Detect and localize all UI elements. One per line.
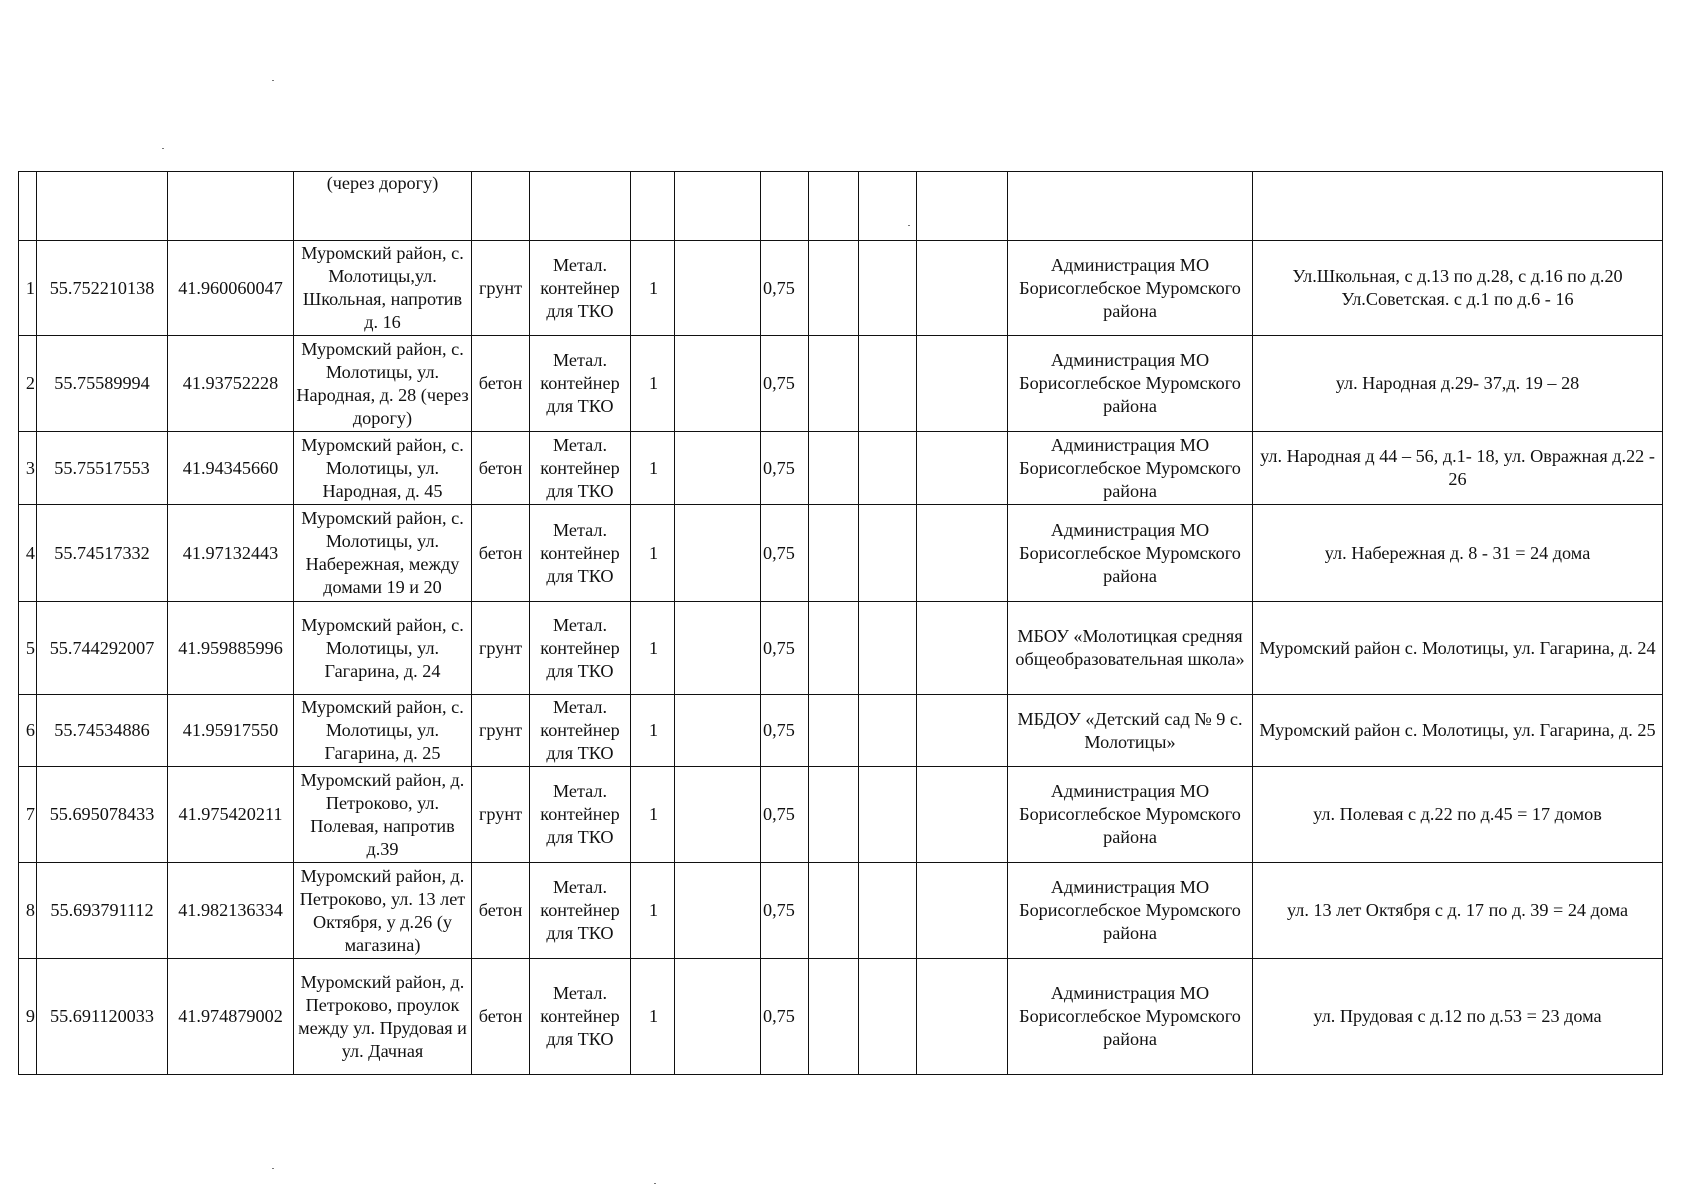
cell-num: 1 — [19, 241, 37, 336]
cell-address: Муромский район, д. Петроково, ул. Полевая, напротив д.39 — [294, 767, 472, 863]
cell-surface: бетон — [472, 959, 530, 1075]
cell-empty — [917, 863, 1008, 959]
cell-latitude: 55.74517332 — [37, 505, 168, 602]
cell-empty — [917, 432, 1008, 505]
cell-served-objects: ул. Набережная д. 8 - 31 = 24 дома — [1253, 505, 1663, 602]
cell-empty — [917, 602, 1008, 695]
cell-empty — [809, 602, 859, 695]
cell-empty — [809, 767, 859, 863]
cell-surface: бетон — [472, 863, 530, 959]
cell-empty — [809, 172, 859, 241]
cell-latitude: 55.74534886 — [37, 695, 168, 767]
cell-count: 1 — [631, 432, 675, 505]
table-row — [19, 432, 1663, 505]
cell-empty — [675, 767, 761, 863]
cell-count: 1 — [631, 695, 675, 767]
cell-latitude: 55.744292007 — [37, 602, 168, 695]
cell-empty — [675, 505, 761, 602]
cell-count: 1 — [631, 863, 675, 959]
cell-num: 5 — [19, 602, 37, 695]
table-row — [19, 863, 1663, 959]
cell-longitude: 41.975420211 — [168, 767, 294, 863]
cell-longitude — [168, 172, 294, 241]
cell-served-objects: ул. Народная д.29- 37,д. 19 – 28 — [1253, 336, 1663, 432]
cell-address: Муромский район, д. Петроково, проулок между ул. Прудовая и ул. Дачная — [294, 959, 472, 1075]
cell-empty — [809, 432, 859, 505]
cell-empty — [859, 602, 917, 695]
waste-sites-table — [18, 171, 1663, 1075]
cell-num — [19, 172, 37, 241]
cell-num: 8 — [19, 863, 37, 959]
table-row — [19, 241, 1663, 336]
cell-owner: Администрация МО Борисоглебское Муромского района — [1008, 959, 1253, 1075]
cell-empty — [917, 336, 1008, 432]
cell-address: Муромский район, с. Молотицы, ул. Гагарина, д. 25 — [294, 695, 472, 767]
cell-volume: 0,75 — [761, 695, 809, 767]
cell-empty — [809, 959, 859, 1075]
scan-speck — [162, 148, 164, 149]
cell-served-objects — [1253, 172, 1663, 241]
cell-volume: 0,75 — [761, 767, 809, 863]
table-row — [19, 959, 1663, 1075]
cell-latitude: 55.693791112 — [37, 863, 168, 959]
cell-empty — [675, 432, 761, 505]
cell-address: (через дорогу) — [294, 172, 472, 241]
cell-latitude: 55.691120033 — [37, 959, 168, 1075]
cell-longitude: 41.94345660 — [168, 432, 294, 505]
table-row — [19, 505, 1663, 602]
cell-empty — [675, 959, 761, 1075]
cell-num: 9 — [19, 959, 37, 1075]
cell-empty — [917, 959, 1008, 1075]
cell-surface — [472, 172, 530, 241]
cell-owner: МБОУ «Молотицкая средняя общеобразовательная школа» — [1008, 602, 1253, 695]
cell-surface: грунт — [472, 602, 530, 695]
cell-count: 1 — [631, 959, 675, 1075]
cell-address: Муромский район, с. Молотицы, ул. Набережная, между домами 19 и 20 — [294, 505, 472, 602]
cell-surface: бетон — [472, 432, 530, 505]
cell-longitude: 41.93752228 — [168, 336, 294, 432]
cell-empty — [675, 695, 761, 767]
table-row — [19, 695, 1663, 767]
cell-latitude: 55.752210138 — [37, 241, 168, 336]
cell-count: 1 — [631, 505, 675, 602]
cell-longitude: 41.974879002 — [168, 959, 294, 1075]
cell-num: 3 — [19, 432, 37, 505]
cell-volume: 0,75 — [761, 505, 809, 602]
cell-owner: Администрация МО Борисоглебское Муромского района — [1008, 336, 1253, 432]
cell-owner: Администрация МО Борисоглебское Муромского района — [1008, 432, 1253, 505]
cell-empty — [859, 241, 917, 336]
cell-container: Метал. контейнер для ТКО — [530, 602, 631, 695]
table-row — [19, 767, 1663, 863]
cell-served-objects: Ул.Школьная, с д.13 по д.28, с д.16 по д.20 Ул.Советская. с д.1 по д.6 - 16 — [1253, 241, 1663, 336]
cell-container: Метал. контейнер для ТКО — [530, 767, 631, 863]
cell-owner: Администрация МО Борисоглебское Муромского района — [1008, 241, 1253, 336]
cell-volume: 0,75 — [761, 863, 809, 959]
cell-latitude: 55.695078433 — [37, 767, 168, 863]
cell-empty — [859, 959, 917, 1075]
cell-volume: 0,75 — [761, 336, 809, 432]
cell-longitude: 41.982136334 — [168, 863, 294, 959]
cell-empty — [809, 336, 859, 432]
cell-owner: Администрация МО Борисоглебское Муромского района — [1008, 863, 1253, 959]
cell-owner: Администрация МО Борисоглебское Муромского района — [1008, 767, 1253, 863]
cell-num: 2 — [19, 336, 37, 432]
cell-empty — [917, 505, 1008, 602]
cell-empty — [859, 505, 917, 602]
cell-container — [530, 172, 631, 241]
cell-latitude: 55.75517553 — [37, 432, 168, 505]
cell-surface: грунт — [472, 241, 530, 336]
table-row — [19, 602, 1663, 695]
cell-served-objects: ул. Народная д 44 – 56, д.1- 18, ул. Овражная д.22 - 26 — [1253, 432, 1663, 505]
cell-served-objects: ул. Прудовая с д.12 по д.53 = 23 дома — [1253, 959, 1663, 1075]
cell-latitude — [37, 172, 168, 241]
cell-count — [631, 172, 675, 241]
cell-longitude: 41.959885996 — [168, 602, 294, 695]
cell-empty — [917, 172, 1008, 241]
cell-empty — [917, 767, 1008, 863]
cell-empty — [859, 432, 917, 505]
cell-empty — [859, 172, 917, 241]
cell-container: Метал. контейнер для ТКО — [530, 432, 631, 505]
cell-container: Метал. контейнер для ТКО — [530, 863, 631, 959]
scan-speck — [272, 1168, 274, 1169]
cell-volume — [761, 172, 809, 241]
cell-empty — [809, 241, 859, 336]
cell-container: Метал. контейнер для ТКО — [530, 336, 631, 432]
scan-speck — [272, 80, 274, 81]
cell-empty — [675, 172, 761, 241]
cell-container: Метал. контейнер для ТКО — [530, 959, 631, 1075]
scan-speck — [654, 1183, 656, 1184]
cell-address: Муромский район, с. Молотицы,ул. Школьная, напротив д. 16 — [294, 241, 472, 336]
cell-volume: 0,75 — [761, 432, 809, 505]
cell-empty — [809, 863, 859, 959]
cell-count: 1 — [631, 767, 675, 863]
cell-volume: 0,75 — [761, 241, 809, 336]
cell-empty — [675, 602, 761, 695]
cell-num: 6 — [19, 695, 37, 767]
cell-address: Муромский район, с. Молотицы, ул. Народная, д. 28 (через дорогу) — [294, 336, 472, 432]
cell-empty — [917, 241, 1008, 336]
cell-longitude: 41.960060047 — [168, 241, 294, 336]
cell-volume: 0,75 — [761, 602, 809, 695]
cell-empty — [859, 695, 917, 767]
cell-address: Муромский район, с. Молотицы, ул. Гагарина, д. 24 — [294, 602, 472, 695]
table-row — [19, 336, 1663, 432]
cell-empty — [859, 767, 917, 863]
cell-surface: бетон — [472, 505, 530, 602]
cell-empty — [675, 241, 761, 336]
cell-container: Метал. контейнер для ТКО — [530, 241, 631, 336]
cell-num: 4 — [19, 505, 37, 602]
cell-served-objects: ул. 13 лет Октября с д. 17 по д. 39 = 24 дома — [1253, 863, 1663, 959]
cell-count: 1 — [631, 602, 675, 695]
cell-container: Метал. контейнер для ТКО — [530, 695, 631, 767]
cell-surface: грунт — [472, 767, 530, 863]
cell-empty — [859, 336, 917, 432]
cell-empty — [859, 863, 917, 959]
cell-served-objects: ул. Полевая с д.22 по д.45 = 17 домов — [1253, 767, 1663, 863]
cell-count: 1 — [631, 241, 675, 336]
cell-address: Муромский район, с. Молотицы, ул. Народная, д. 45 — [294, 432, 472, 505]
cell-num: 7 — [19, 767, 37, 863]
cell-empty — [675, 863, 761, 959]
cell-empty — [917, 695, 1008, 767]
cell-surface: бетон — [472, 336, 530, 432]
table-row — [19, 172, 1663, 241]
cell-empty — [809, 505, 859, 602]
cell-served-objects: Муромский район с. Молотицы, ул. Гагарина, д. 25 — [1253, 695, 1663, 767]
cell-empty — [809, 695, 859, 767]
cell-container: Метал. контейнер для ТКО — [530, 505, 631, 602]
cell-owner: Администрация МО Борисоглебское Муромского района — [1008, 505, 1253, 602]
cell-owner: МБДОУ «Детский сад № 9 с. Молотицы» — [1008, 695, 1253, 767]
cell-surface: грунт — [472, 695, 530, 767]
cell-longitude: 41.95917550 — [168, 695, 294, 767]
cell-longitude: 41.97132443 — [168, 505, 294, 602]
cell-latitude: 55.75589994 — [37, 336, 168, 432]
cell-address: Муромский район, д. Петроково, ул. 13 лет Октября, у д.26 (у магазина) — [294, 863, 472, 959]
cell-volume: 0,75 — [761, 959, 809, 1075]
cell-owner — [1008, 172, 1253, 241]
cell-count: 1 — [631, 336, 675, 432]
cell-empty — [675, 336, 761, 432]
cell-served-objects: Муромский район с. Молотицы, ул. Гагарина, д. 24 — [1253, 602, 1663, 695]
